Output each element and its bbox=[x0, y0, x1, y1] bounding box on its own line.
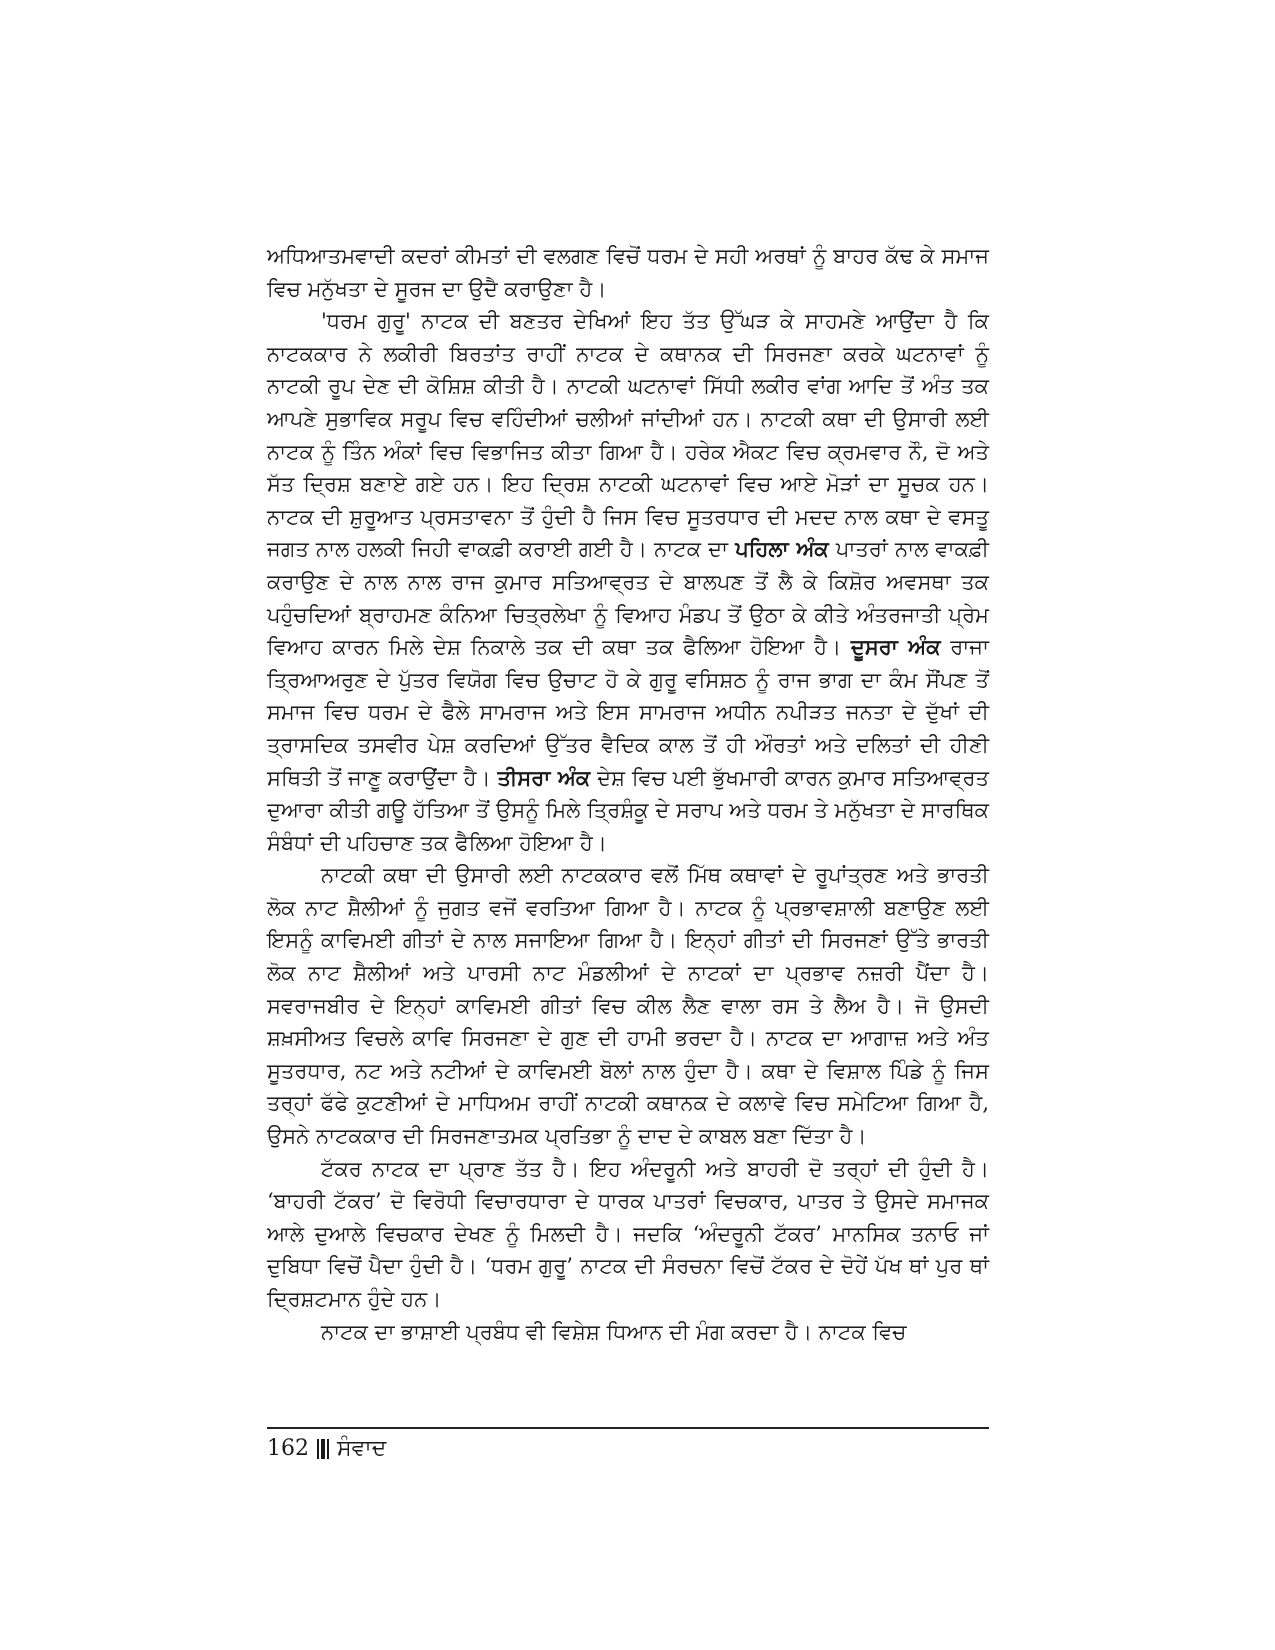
text-run: ਅਧਿਆਤਮਵਾਦੀ ਕਦਰਾਂ ਕੀਮਤਾਂ ਦੀ ਵਲਗਣ ਵਿਚੋਂ ਧਰਮ ਦੇ ਸਹੀ ਅਰਥਾਂ ਨੂੰ ਬਾਹਰ ਕੱਢ ਕੇ ਸਮਾਜ ਵਿਚ ਮਨੁੱਖਤਾ ਦੇ ਸੂਰਜ ਦਾ ਉਦੈ ਕਰਾਉਣਾ ਹੈ। bbox=[267, 244, 989, 301]
bold-term: ਤੀਸਰਾ ਅੰਕ bbox=[497, 764, 591, 790]
text-run: ਨਾਟਕ ਦਾ ਭਾਸ਼ਾਈ ਪ੍ਰਬੰਧ ਵੀ ਵਿਸ਼ੇਸ਼ ਧਿਆਨ ਦੀ ਮੰਗ ਕਰਦਾ ਹੈ। ਨਾਟਕ ਵਿਚ bbox=[321, 1319, 907, 1344]
bold-term: ਦੂਸਰਾ ਅੰਕ bbox=[850, 634, 941, 660]
page-number: 162 bbox=[267, 1436, 309, 1461]
paragraph bbox=[267, 240, 989, 305]
journal-name: ਸੰਵਾਦ bbox=[337, 1436, 387, 1461]
paragraph bbox=[267, 305, 989, 859]
page-footer bbox=[267, 1434, 386, 1464]
paragraph bbox=[267, 859, 989, 1152]
text-run: ਨਾਟਕੀ ਕਥਾ ਦੀ ਉਸਾਰੀ ਲਈ ਨਾਟਕਕਾਰ ਵਲੋਂ ਮਿੱਥ ਕਥਾਵਾਂ ਦੇ ਰੂਪਾਂਤ੍ਰਣ ਅਤੇ ਭਾਰਤੀ ਲੋਕ ਨਾਟ ਸ਼ੈਲੀਆਂ ਨੂੰ ਜੁਗਤ ਵਜੋਂ ਵਰਤਿਆ ਗਿਆ ਹੈ। ਨਾਟਕ ਨੂੰ ਪ੍ਰਭਾਵਸ਼ਾਲੀ ਬਣਾਉਣ ਲਈ ਇਸਨੂੰ ਕਾਵਿਮਈ ਗੀਤਾਂ ਦੇ ਨਾਲ ਸਜਾਇਆ ਗਿਆ ਹੈ। ਇਨ੍ਹਾਂ ਗੀਤਾਂ ਦੀ ਸਿਰਜਣਾਂ ਉੱਤੇ ਭਾਰਤੀ ਲੋਕ ਨਾਟ ਸ਼ੈਲੀਆਂ ਅਤੇ ਪਾਰਸੀ ਨਾਟ ਮੰਡਲੀਆਂ ਦੇ ਨਾਟਕਾਂ ਦਾ ਪ੍ਰਭਾਵ ਨਜ਼ਰੀ ਪੈਂਦਾ ਹੈ। ਸਵਰਾਜਬੀਰ ਦੇ ਇਨ੍ਹਾਂ ਕਾਵਿਮਈ ਗੀਤਾਂ ਵਿਚ ਕੀਲ ਲੈਣ ਵਾਲਾ ਰਸ ਤੇ ਲੈਅ ਹੈ। ਜੋ ਉਸਦੀ ਸ਼ਖ਼ਸੀਅਤ ਵਿਚਲੇ ਕਾਵਿ ਸਿਰਜਣਾ ਦੇ ਗੁਣ ਦੀ ਹਾਮੀ ਭਰਦਾ ਹੈ। ਨਾਟਕ ਦਾ ਆਗਾਜ਼ ਅਤੇ ਅੰਤ ਸੂਤਰਧਾਰ, ਨਟ ਅਤੇ ਨਟੀਆਂ ਦੇ ਕਾਵਿਮਈ ਬੋਲਾਂ ਨਾਲ ਹੁੰਦਾ ਹੈ। ਕਥਾ ਦੇ ਵਿਸ਼ਾਲ ਪਿੰਡੇ ਨੂੰ ਜਿਸ ਤਰ੍ਹਾਂ ਫੱਫੇ ਕੁਟਣੀਆਂ ਦੇ ਮਾਧਿਅਮ ਰਾਹੀਂ ਨਾਟਕੀ ਕਥਾਨਕ ਦੇ ਕਲਾਵੇ ਵਿਚ ਸਮੇਟਿਆ ਗਿਆ ਹੈ, ਉਸਨੇ ਨਾਟਕਕਾਰ ਦੀ ਸਿਰਜਣਾਤਮਕ ਪ੍ਰਤਿਭਾ ਨੂੰ ਦਾਦ ਦੇ ਕਾਬਲ ਬਣਾ ਦਿੱਤਾ ਹੈ। bbox=[267, 863, 989, 1149]
text-run: ਦੇਸ਼ ਵਿਚ ਪਈ ਭੁੱਖਮਾਰੀ ਕਾਰਨ ਕੁਮਾਰ ਸਤਿਆਵ੍ਰਤ ਦੁਆਰਾ ਕੀਤੀ ਗਊ ਹੱਤਿਆ ਤੋਂ ਉਸਨੂੰ ਮਿਲੇ ਤ੍ਰਿਸ਼ੰਕੂ ਦੇ ਸਰਾਪ ਅਤੇ ਧਰਮ ਤੇ ਮਨੁੱਖਤਾ ਦੇ ਸਾਰਥਿਕ ਸੰਬੰਧਾਂ ਦੀ ਪਹਿਚਾਣ ਤਕ ਫੈਲਿਆ ਹੋਇਆ ਹੈ। bbox=[267, 765, 989, 855]
text-run: ਪਾਤਰਾਂ ਨਾਲ ਵਾਕਫ਼ੀ ਕਰਾਉਣ ਦੇ ਨਾਲ ਨਾਲ ਰਾਜ ਕੁਮਾਰ ਸਤਿਆਵ੍ਰਤ ਦੇ ਬਾਲਪਣ ਤੋਂ ਲੈ ਕੇ ਕਿਸ਼ੋਰ ਅਵਸਥਾ ਤਕ ਪਹੁੰਚਦਿਆਂ ਬ੍ਰਾਹਮਣ ਕੰਨਿਆ ਚਿਤ੍ਰਲੇਖਾ ਨੂੰ ਵਿਆਹ ਮੰਡਪ ਤੋਂ ਉਠਾ ਕੇ ਕੀਤੇ ਅੰਤਰਜਾਤੀ ਪ੍ਰੇਮ ਵਿਆਹ ਕਾਰਨ ਮਿਲੇ ਦੇਸ਼ ਨਿਕਾਲੇ ਤਕ ਦੀ ਕਥਾ ਤਕ ਫੈਲਿਆ ਹੋਇਆ ਹੈ। bbox=[267, 537, 989, 660]
body-text bbox=[267, 240, 989, 1348]
text-run: ਟੱਕਰ ਨਾਟਕ ਦਾ ਪ੍ਰਾਣ ਤੱਤ ਹੈ। ਇਹ ਅੰਦਰੂਨੀ ਅਤੇ ਬਾਹਰੀ ਦੋ ਤਰ੍ਹਾਂ ਦੀ ਹੁੰਦੀ ਹੈ। ‘ਬਾਹਰੀ ਟੱਕਰ’ ਦੋ ਵਿਰੋਧੀ ਵਿਚਾਰਧਾਰਾ ਦੇ ਧਾਰਕ ਪਾਤਰਾਂ ਵਿਚਕਾਰ, ਪਾਤਰ ਤੇ ਉਸਦੇ ਸਮਾਜਕ ਆਲੇ ਦੁਆਲੇ ਵਿਚਕਾਰ ਦੇਖਣ ਨੂੰ ਮਿਲਦੀ ਹੈ। ਜਦਕਿ ‘ਅੰਦਰੂਨੀ ਟੱਕਰ’ ਮਾਨਸਿਕ ਤਨਾਓ ਜਾਂ ਦੁਬਿਧਾ ਵਿਚੋਂ ਪੈਦਾ ਹੁੰਦੀ ਹੈ। ‘ਧਰਮ ਗੁਰੂ’ ਨਾਟਕ ਦੀ ਸੰਰਚਨਾ ਵਿਚੋਂ ਟੱਕਰ ਦੇ ਦੋਹੇਂ ਪੱਖ ਥਾਂ ਪੁਰ ਥਾਂ ਦ੍ਰਿਸ਼ਟਮਾਨ ਹੁੰਦੇ ਹਨ। bbox=[267, 1156, 989, 1311]
paragraph bbox=[267, 1153, 989, 1316]
separator-bars-icon bbox=[317, 1438, 329, 1460]
bold-term: ਪਹਿਲਾ ਅੰਕ bbox=[735, 536, 829, 562]
text-run: 'ਧਰਮ ਗੁਰੂ' ਨਾਟਕ ਦੀ ਬਣਤਰ ਦੇਖਿਆਂ ਇਹ ਤੱਤ ਉੱਘੜ ਕੇ ਸਾਹਮਣੇ ਆਉਂਦਾ ਹੈ ਕਿ ਨਾਟਕਕਾਰ ਨੇ ਲਕੀਰੀ ਬਿਰਤਾਂਤ ਰਾਹੀਂ ਨਾਟਕ ਦੇ ਕਥਾਨਕ ਦੀ ਸਿਰਜਣਾ ਕਰਕੇ ਘਟਨਾਵਾਂ ਨੂੰ ਨਾਟਕੀ ਰੂਪ ਦੇਣ ਦੀ ਕੋਸ਼ਿਸ਼ ਕੀਤੀ ਹੈ। ਨਾਟਕੀ ਘਟਨਾਵਾਂ ਸਿੱਧੀ ਲਕੀਰ ਵਾਂਗ ਆਦਿ ਤੋਂ ਅੰਤ ਤਕ ਆਪਣੇ ਸੁਭਾਵਿਕ ਸਰੂਪ ਵਿਚ ਵਹਿੰਦੀਆਂ ਚਲੀਆਂ ਜਾਂਦੀਆਂ ਹਨ। ਨਾਟਕੀ ਕਥਾ ਦੀ ਉਸਾਰੀ ਲਈ ਨਾਟਕ ਨੂੰ ਤਿੰਨ ਅੰਕਾਂ ਵਿਚ ਵਿਭਾਜਿਤ ਕੀਤਾ ਗਿਆ ਹੈ। ਹਰੇਕ ਐਕਟ ਵਿਚ ਕ੍ਰਮਵਾਰ ਨੌ, ਦੋ ਅਤੇ ਸੱਤ ਦ੍ਰਿਸ਼ ਬਣਾਏ ਗਏ ਹਨ। ਇਹ ਦ੍ਰਿਸ਼ ਨਾਟਕੀ ਘਟਨਾਵਾਂ ਵਿਚ ਆਏ ਮੋੜਾਂ ਦਾ ਸੂਚਕ ਹਨ। ਨਾਟਕ ਦੀ ਸ਼ੁਰੂਆਤ ਪ੍ਰਸਤਾਵਨਾ ਤੋਂ ਹੁੰਦੀ ਹੈ ਜਿਸ ਵਿਚ ਸੂਤਰਧਾਰ ਦੀ ਮਦਦ ਨਾਲ ਕਥਾ ਦੇ ਵਸਤੂ ਜਗਤ ਨਾਲ ਹਲਕੀ ਜਿਹੀ ਵਾਕਫ਼ੀ ਕਰਾਈ ਗਈ ਹੈ। ਨਾਟਕ ਦਾ bbox=[267, 309, 989, 562]
footer-rule bbox=[267, 1427, 989, 1429]
paragraph bbox=[267, 1316, 989, 1349]
text-run: ਰਾਜਾ ਤ੍ਰਿਆਅਰੁਣ ਦੇ ਪੁੱਤਰ ਵਿਯੋਗ ਵਿਚ ਉਚਾਟ ਹੋ ਕੇ ਗੁਰੂ ਵਸਿਸ਼ਠ ਨੂੰ ਰਾਜ ਭਾਗ ਦਾ ਕੰਮ ਸੌਂਪਣ ਤੋਂ ਸਮਾਜ ਵਿਚ ਧਰਮ ਦੇ ਫੈਲੇ ਸਾਮਰਾਜ ਅਤੇ ਇਸ ਸਾਮਰਾਜ ਅਧੀਨ ਨਪੀੜਤ ਜਨਤਾ ਦੇ ਦੁੱਖਾਂ ਦੀ ਤ੍ਰਾਸਦਿਕ ਤਸਵੀਰ ਪੇਸ਼ ਕਰਦਿਆਂ ਉੱਤਰ ਵੈਦਿਕ ਕਾਲ ਤੋਂ ਹੀ ਔਰਤਾਂ ਅਤੇ ਦਲਿਤਾਂ ਦੀ ਹੀਣੀ ਸਥਿਤੀ ਤੋਂ ਜਾਣੂ ਕਰਾਉਂਦਾ ਹੈ। bbox=[267, 635, 990, 790]
